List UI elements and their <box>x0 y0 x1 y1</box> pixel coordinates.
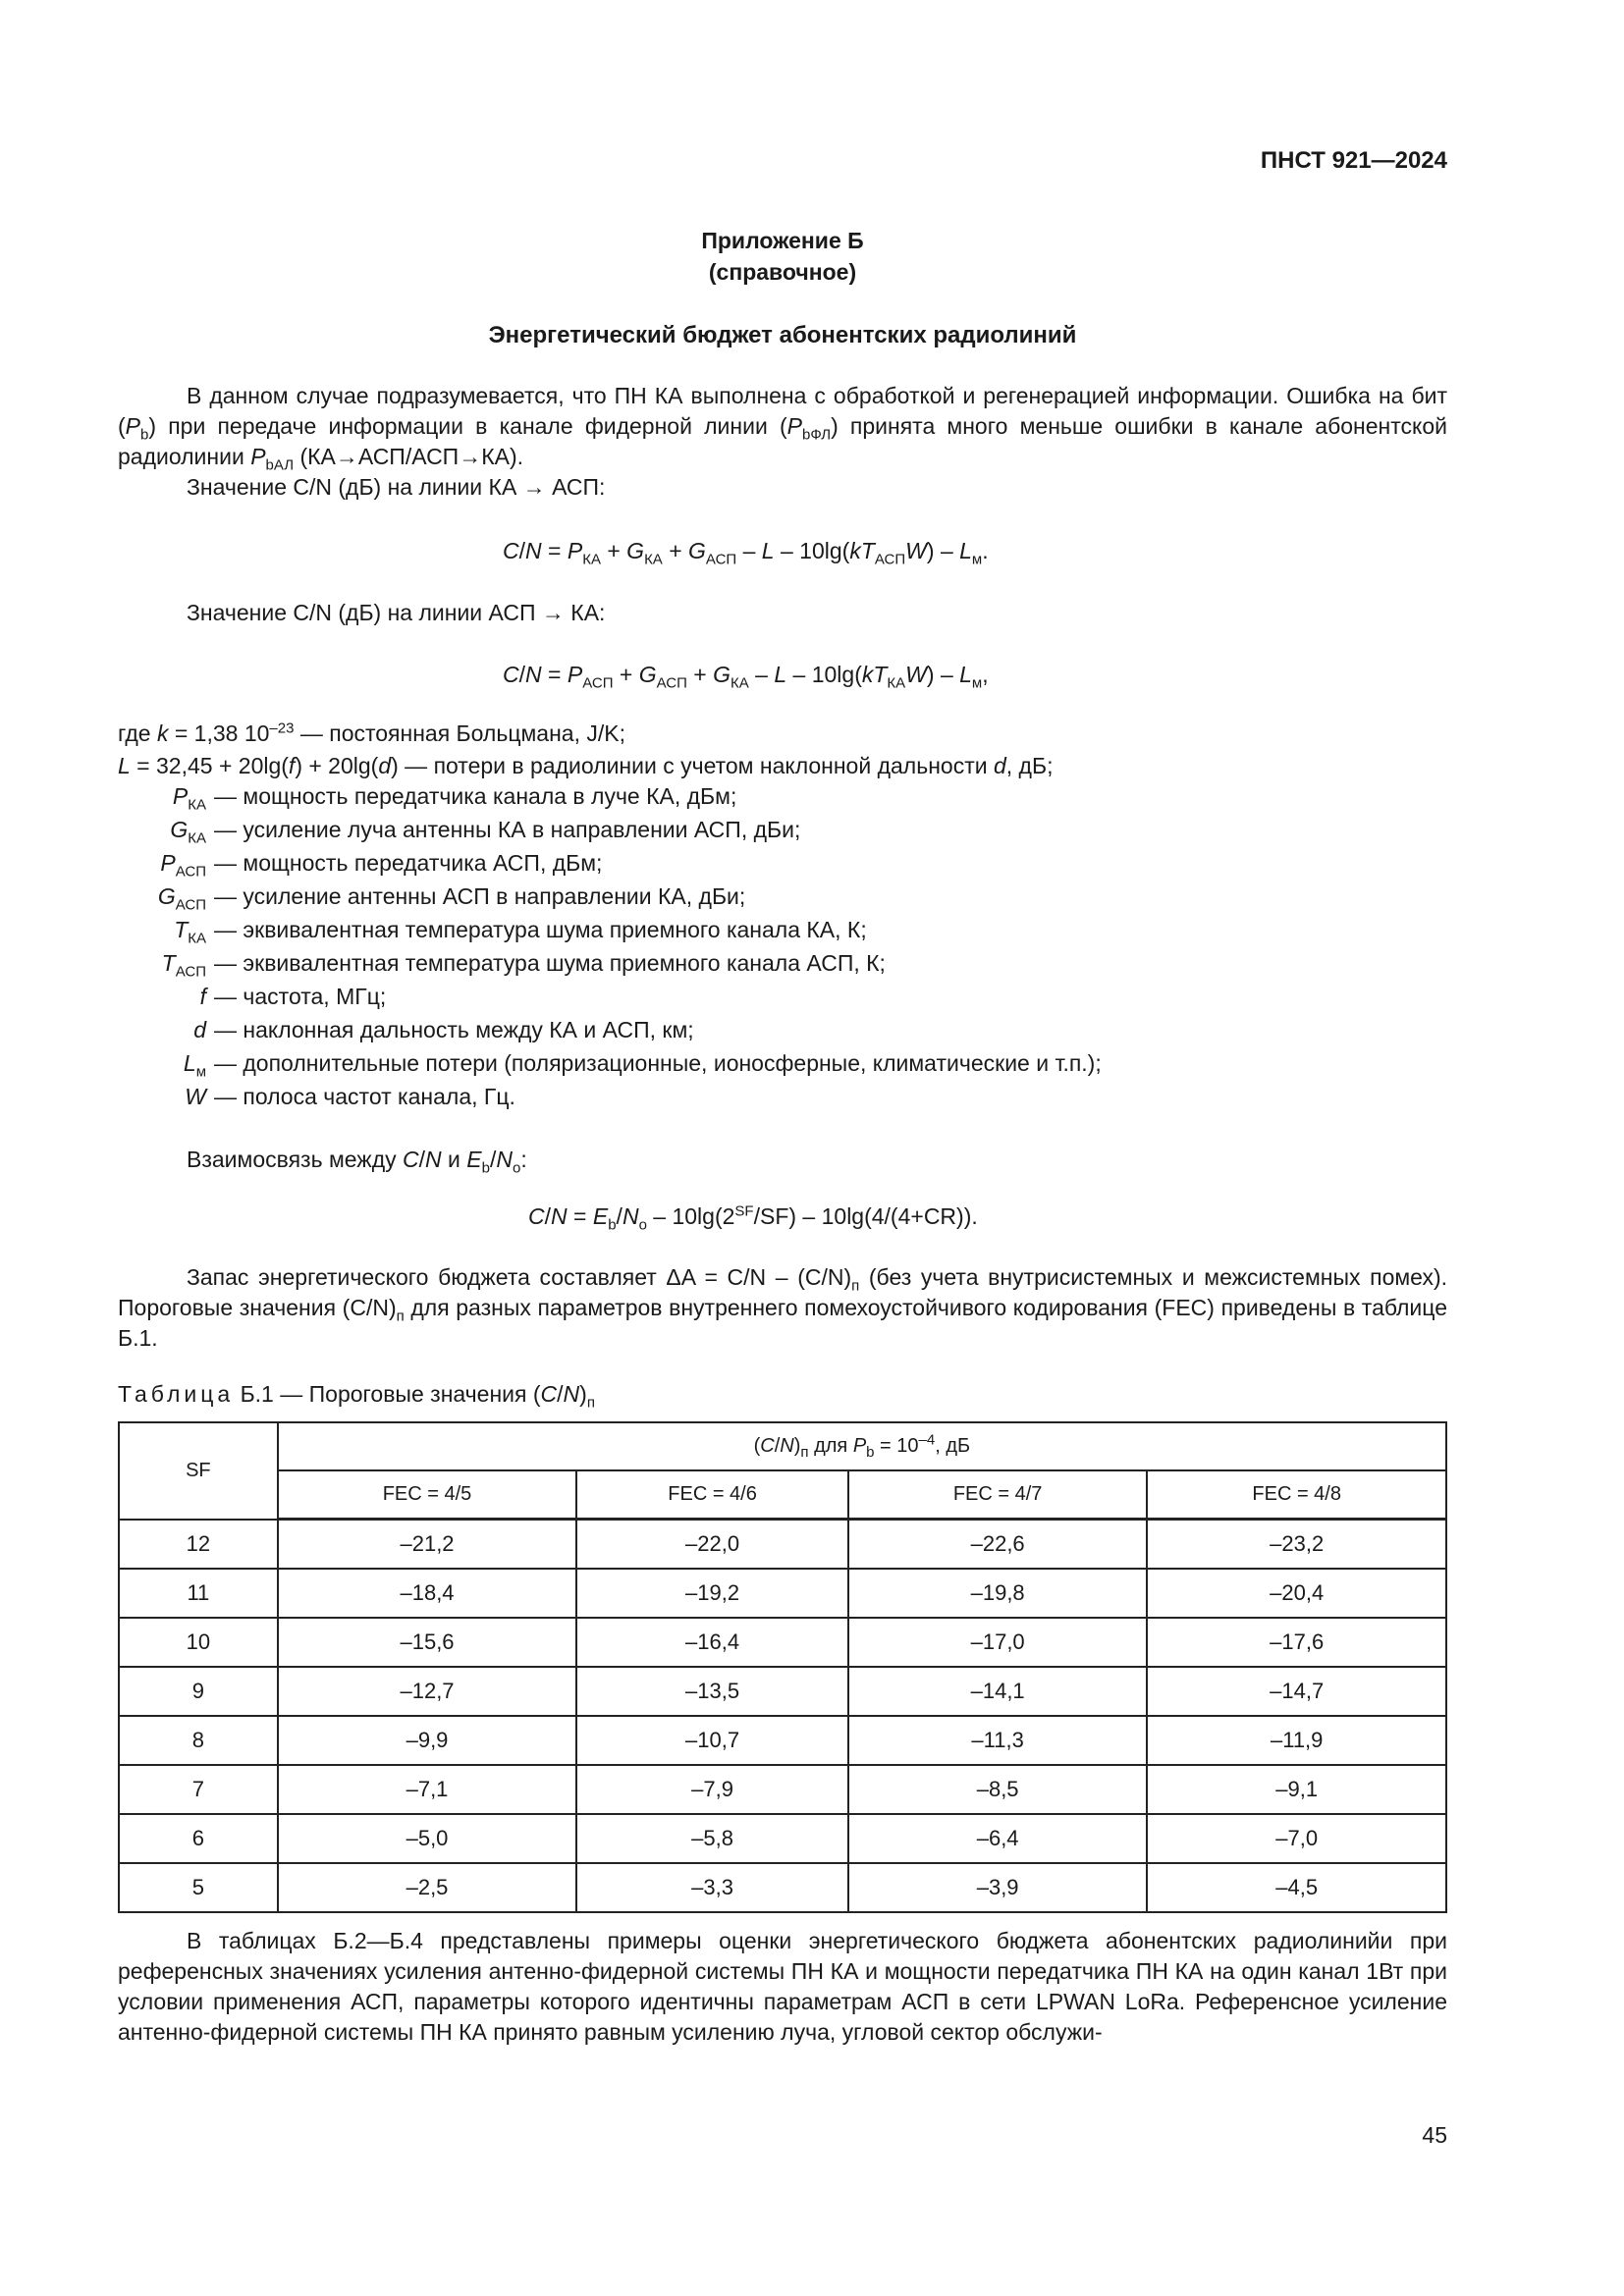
cell-sf: 12 <box>119 1520 278 1570</box>
sym-t-asp: $T_{АСП}$ <box>161 950 206 981</box>
cell: –7,1 <box>278 1765 577 1814</box>
cell: –9,1 <box>1147 1765 1446 1814</box>
cell: –9,9 <box>278 1716 577 1765</box>
sym-f: f <box>199 984 206 1009</box>
margin-paragraph: Запас энергетического бюджета составляет $\Delta A = C/N - (C/N)_п$ (без учета внутрисистемных и межсистемных помех). Пороговые значения $(C/N)_п$ для разных параметров внутреннего помехоустойчивого кодирования (FEC) приведены в таблице Б.1. <box>118 1264 1448 1351</box>
threshold-table <box>118 1421 1447 1913</box>
cell-sf: 6 <box>119 1814 278 1863</box>
cell: –7,9 <box>576 1765 848 1814</box>
cell: –7,0 <box>1147 1814 1446 1863</box>
cell-sf: 7 <box>119 1765 278 1814</box>
cell: –3,9 <box>848 1863 1148 1912</box>
appendix-heading: Приложение Б <box>701 228 864 253</box>
appendix-type: (справочное) <box>708 259 857 285</box>
def-f: — частота, МГц; <box>214 984 387 1009</box>
formula-cn-ebno: $C/N = E_b/N_o - 10\lg(2^{SF}/SF) - 10\lg(4/(4+CR))$. <box>528 1202 978 1234</box>
sym-d: d <box>193 1017 206 1042</box>
cell: –2,5 <box>278 1863 577 1912</box>
definitions-list <box>0 783 1624 1117</box>
cell: –5,0 <box>278 1814 577 1863</box>
sf-header: SF <box>119 1422 278 1520</box>
cell: –11,9 <box>1147 1716 1446 1765</box>
cell-sf: 8 <box>119 1716 278 1765</box>
def-d: — наклонная дальность между КА и АСП, км; <box>214 1017 694 1042</box>
cell: –15,6 <box>278 1618 577 1667</box>
fec-header: FEC = 4/7 <box>848 1470 1148 1520</box>
sym-l-m: $L_м$ <box>183 1050 206 1081</box>
def-t-asp: — эквивалентная температура шума приемного канала АСП, К; <box>214 950 886 976</box>
formula-uplink: $C/N = P_{АСП} + G_{АСП} + G_{КА} - L - 10\lg(kT_{КА}W) - L_м$, <box>503 662 989 692</box>
cell-sf: 11 <box>119 1569 278 1618</box>
table-row <box>119 1569 1446 1618</box>
cell: –3,3 <box>576 1863 848 1912</box>
table-row <box>119 1765 1446 1814</box>
closing-paragraph: В таблицах Б.2—Б.4 представлены примеры оценки энергетического бюджета абонентских радиолинийи при референсных значениях усиления антенно-фидерной системы ПН КА и мощности передатчика ПН КА на один канал 1Вт при условии применения АСП, параметры которого идентичны параметрам АСП в сети LPWAN LoRa. Референсное усиление антенно-фидерной системы ПН КА принято равным усилению луча, угловой сектор обслужи- <box>118 1928 1447 2045</box>
cell: –22,6 <box>848 1520 1148 1570</box>
def-t-ka: — эквивалентная температура шума приемного канала КА, К; <box>214 917 867 942</box>
sym-g-ka: $G_{КА}$ <box>170 817 206 847</box>
cell-sf: 5 <box>119 1863 278 1912</box>
where-line-l: L = 32,45 + 20lg(f) + 20lg(d) — потери в радиолинии с учетом наклонной дальности d, дБ; <box>118 753 1054 778</box>
cell: –5,8 <box>576 1814 848 1863</box>
cell: –17,6 <box>1147 1618 1446 1667</box>
fec-header: FEC = 4/8 <box>1147 1470 1446 1520</box>
fec-header: FEC = 4/5 <box>278 1470 577 1520</box>
table-row <box>119 1863 1446 1912</box>
def-p-ka: — мощность передатчика канала в луче КА, дБм; <box>214 783 737 809</box>
formula-downlink: $C/N = P_{КА} + G_{КА} + G_{АСП} - L - 10\lg(kT_{АСП}W) - L_м$. <box>503 538 989 568</box>
cell: –16,4 <box>576 1618 848 1667</box>
where-line-k: где k = 1,38 $10^{-23}$ — постоянная Больцмана, J/K; <box>118 720 625 746</box>
cell: –19,8 <box>848 1569 1148 1618</box>
sym-t-ka: $T_{КА}$ <box>174 917 206 947</box>
table-row <box>119 1814 1446 1863</box>
cell: –8,5 <box>848 1765 1148 1814</box>
table-row <box>119 1618 1446 1667</box>
intro-line-3: Значение C/N (дБ) на линии АСП → КА: <box>187 600 606 625</box>
sym-w: W <box>185 1084 206 1109</box>
cell: –22,0 <box>576 1520 848 1570</box>
table-row <box>119 1667 1446 1716</box>
relation-intro: Взаимосвязь между C/N и $E_b/N_o$: <box>187 1147 527 1177</box>
cell-sf: 9 <box>119 1667 278 1716</box>
def-g-ka: — усиление луча антенны КА в направлении АСП, дБи; <box>214 817 801 842</box>
cell: –23,2 <box>1147 1520 1446 1570</box>
table-row <box>119 1716 1446 1765</box>
section-title: Энергетический бюджет абонентских радиолиний <box>488 322 1077 348</box>
cell: –14,7 <box>1147 1667 1446 1716</box>
page-number: 45 <box>1422 2122 1447 2148</box>
def-g-asp: — усиление антенны АСП в направлении КА, дБи; <box>214 883 746 909</box>
cell: –10,7 <box>576 1716 848 1765</box>
intro-line-2: Значение C/N (дБ) на линии КА → АСП: <box>187 474 606 500</box>
cell: –17,0 <box>848 1618 1148 1667</box>
cell: –4,5 <box>1147 1863 1446 1912</box>
def-p-asp: — мощность передатчика АСП, дБм; <box>214 850 603 876</box>
cell: –13,5 <box>576 1667 848 1716</box>
intro-paragraph: В данном случае подразумевается, что ПН КА выполнена с обработкой и регенерацией информации. Ошибка на бит $(P_b)$ при передаче информации в канале фидерной линии $(P_{bФЛ})$ принята много меньше ошибки в канале абонентской радиолинии $P_{bАЛ}$ (КА→АСП/АСП→КА). <box>118 383 1447 474</box>
def-w: — полоса частот канала, Гц. <box>214 1084 515 1109</box>
cell: –6,4 <box>848 1814 1148 1863</box>
cell: –18,4 <box>278 1569 577 1618</box>
def-l-m: — дополнительные потери (поляризационные, ионосферные, климатические и т.п.); <box>214 1050 1102 1076</box>
cell: –14,1 <box>848 1667 1148 1716</box>
document-code: ПНСТ 921—2024 <box>1260 147 1447 174</box>
cell: –12,7 <box>278 1667 577 1716</box>
table-caption: Таблица Б.1 — Пороговые значения $(C/N)_п$ <box>118 1381 595 1412</box>
table-row <box>119 1520 1446 1570</box>
group-header: $(C/N)_п$ для $P_b = 10^{-4}$, дБ <box>278 1422 1446 1470</box>
cell: –20,4 <box>1147 1569 1446 1618</box>
cell-sf: 10 <box>119 1618 278 1667</box>
sym-p-asp: $P_{АСП}$ <box>160 850 206 881</box>
cell: –21,2 <box>278 1520 577 1570</box>
sym-g-asp: $G_{АСП}$ <box>157 883 206 914</box>
fec-header: FEC = 4/6 <box>576 1470 848 1520</box>
cell: –19,2 <box>576 1569 848 1618</box>
cell: –11,3 <box>848 1716 1148 1765</box>
sym-p-ka: $P_{КА}$ <box>172 783 206 814</box>
